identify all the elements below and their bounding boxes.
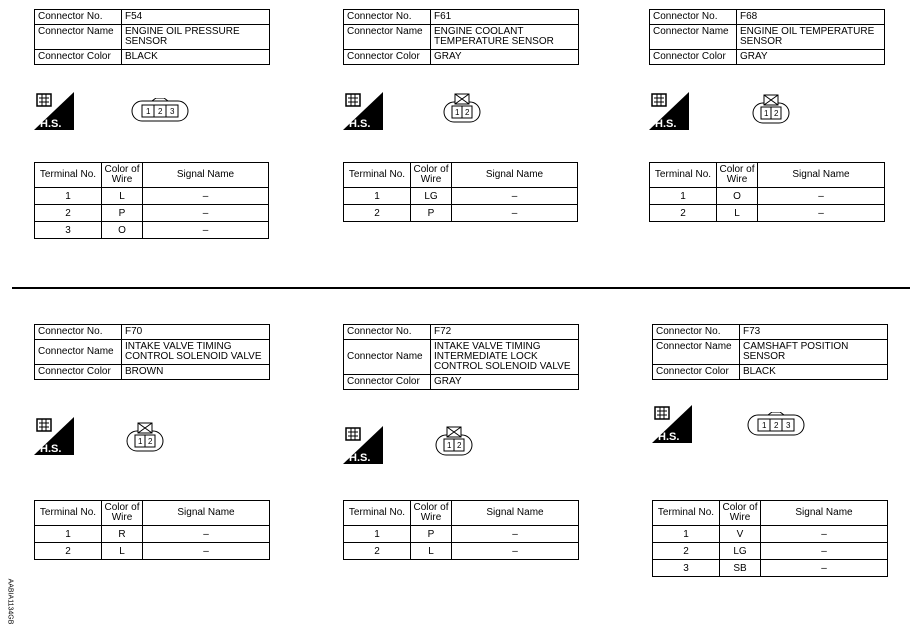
table-row: 3 O – (35, 222, 269, 239)
connector-f73-terminal-table: Terminal No. Color of Wire Signal Name 1 V – 2 LG – 3 SB – (652, 500, 888, 577)
connector-color-value: BLACK (122, 50, 270, 65)
table-row: 2 P – (35, 205, 269, 222)
svg-text:H.S.: H.S. (40, 443, 62, 455)
table-row: 1 V – (653, 526, 888, 543)
svg-text:1: 1 (447, 441, 452, 450)
section-divider (12, 287, 910, 289)
connector-f70-terminal-table: Terminal No. Color of Wire Signal Name 1 R – 2 L – (34, 500, 270, 560)
harness-side-icon (34, 417, 74, 455)
svg-text:2: 2 (158, 107, 163, 116)
svg-text:3: 3 (170, 107, 175, 116)
connector-f61-info: Connector No. F61 Connector Name ENGINE COOLANT TEMPERATURE SENSOR Connector Color GRAY (343, 9, 579, 65)
harness-side-icon (343, 426, 383, 464)
connector-name-value: ENGINE OIL PRESSURE SENSOR (122, 25, 270, 50)
harness-side-icon (652, 405, 692, 443)
svg-text:1: 1 (138, 437, 143, 446)
connector-2pin-diagram (751, 94, 791, 126)
connector-3pin-diagram (746, 412, 806, 438)
connector-f73-info: Connector No. F73 Connector Name CAMSHAFT POSITION SENSOR Connector Color BLACK (652, 324, 888, 380)
hs-label: H.S. (40, 118, 62, 130)
svg-text:2: 2 (774, 421, 779, 430)
svg-text:2: 2 (457, 441, 462, 450)
harness-side-icon (649, 92, 689, 130)
table-row: 2 L – (35, 543, 270, 560)
table-row: 2 L – (650, 205, 885, 222)
connector-f68-terminal-table: Terminal No. Color of Wire Signal Name 1 O – 2 L – (649, 162, 885, 222)
connector-2pin-diagram (434, 426, 474, 458)
connector-f70-info: Connector No. F70 Connector Name INTAKE VALVE TIMING CONTROL SOLENOID VALVE Connector Color BROWN (34, 324, 270, 380)
svg-text:H.S.: H.S. (655, 118, 677, 130)
svg-text:H.S.: H.S. (658, 431, 680, 443)
svg-text:2: 2 (465, 108, 470, 117)
svg-text:2: 2 (774, 109, 779, 118)
svg-text:1: 1 (762, 421, 767, 430)
svg-text:H.S.: H.S. (349, 452, 371, 464)
harness-side-icon (343, 92, 383, 130)
svg-text:2: 2 (148, 437, 153, 446)
connector-3pin-diagram (130, 98, 190, 124)
connector-f54-info (34, 9, 270, 65)
connector-no-value: F54 (122, 10, 270, 25)
table-row: 1 L – (35, 188, 269, 205)
table-row: 2 L – (344, 543, 579, 560)
svg-text:1: 1 (455, 108, 460, 117)
connector-f54-terminal-table: Terminal No. Color of Wire Signal Name 1 L – 2 P – 3 O – (34, 162, 269, 239)
table-row: 1 P – (344, 526, 579, 543)
connector-no-label: Connector No. (35, 10, 122, 25)
connector-f72-info: Connector No. F72 Connector Name INTAKE VALVE TIMING INTERMEDIATE LOCK CONTROL SOLENOID VALVE Connector Color GRAY (343, 324, 579, 390)
table-row: 3 SB – (653, 560, 888, 577)
svg-text:H.S.: H.S. (349, 118, 371, 130)
connector-f72-terminal-table: Terminal No. Color of Wire Signal Name 1 P – 2 L – (343, 500, 579, 560)
connector-f68-info: Connector No. F68 Connector Name ENGINE OIL TEMPERATURE SENSOR Connector Color GRAY (649, 9, 885, 65)
table-row: 1 R – (35, 526, 270, 543)
svg-text:3: 3 (786, 421, 791, 430)
table-row: 2 P – (344, 205, 578, 222)
connector-2pin-diagram (125, 422, 165, 454)
connector-f61-terminal-table: Terminal No. Color of Wire Signal Name 1 LG – 2 P – (343, 162, 578, 222)
svg-text:1: 1 (764, 109, 769, 118)
harness-side-icon (34, 92, 74, 130)
figure-code: AABIA1134GB (6, 578, 14, 625)
svg-text:1: 1 (146, 107, 151, 116)
table-row: 2 LG – (653, 543, 888, 560)
connector-name-label: Connector Name (35, 25, 122, 50)
table-row: 1 O – (650, 188, 885, 205)
connector-color-label: Connector Color (35, 50, 122, 65)
table-row: 1 LG – (344, 188, 578, 205)
connector-2pin-diagram (442, 93, 482, 125)
